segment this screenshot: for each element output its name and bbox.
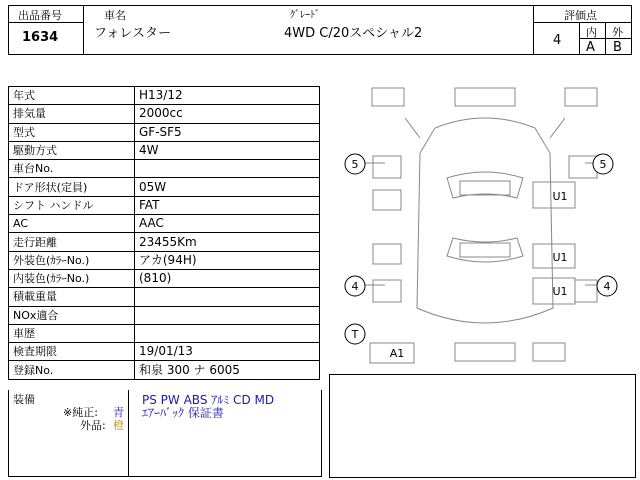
spec-row [9,269,320,287]
spec-key: ドア形状(定員) [9,178,135,196]
grade-value: 4WD C/20スペシャル2 [284,26,423,41]
spec-row [9,160,320,178]
spec-value: (810) [135,269,320,287]
spec-key: 走行距離 [9,233,135,251]
genuine-legend-color: 青 [113,406,124,419]
spec-key: 年式 [9,87,135,105]
spec-row [9,361,320,379]
spec-row [9,233,320,251]
spec-row [9,87,320,105]
spec-key: 外装色(ｶﾗｰNo.) [9,251,135,269]
panel-front-left [372,88,404,106]
car-diagram [335,78,635,368]
spec-row [9,324,320,342]
interior-grade: A [586,40,595,55]
spec-value: GF-SF5 [135,123,320,141]
spec-row [9,196,320,214]
roof [460,181,510,195]
spec-row [9,178,320,196]
roof-rear [460,243,510,257]
tire-rear-right: 4 [603,280,611,293]
spec-value: 和泉 300 ナ 6005 [135,361,320,379]
mirror-right [550,118,565,138]
spec-key: 車台No. [9,160,135,178]
spec-value: 23455Km [135,233,320,251]
car-name: フォレスター [94,26,171,41]
grade-label: ｸﾞﾚｰﾄﾞ [290,10,320,21]
lot-label: 出品番号 [18,9,62,22]
windshield [447,172,523,198]
spec-row [9,288,320,306]
tire-front-right: 5 [599,158,607,171]
spec-key: 検査期限 [9,343,135,361]
equipment-label: 装備 [13,393,35,406]
spec-row [9,215,320,233]
car-name-label: 車名 [104,9,126,22]
spec-value: FAT [135,196,320,214]
tire-front-left: 5 [351,158,359,171]
mark-right-front-door: U1 [552,190,568,203]
spec-key: 駆動方式 [9,141,135,159]
aftermarket-legend-color: 橙 [113,419,124,432]
spec-value [135,306,320,324]
mark-right-quarter: U1 [552,285,568,298]
score-value: 4 [553,33,562,48]
exterior-grade: B [613,40,622,55]
aftermarket-legend-label: 外品: [80,419,106,432]
spec-key: 排気量 [9,105,135,123]
spec-value: 2000cc [135,105,320,123]
rear-window [447,238,523,262]
mark-right-rear-door: U1 [552,251,568,264]
exterior-label: 外 [612,26,623,39]
genuine-legend-label: ※純正: [63,406,98,419]
equipment-line-2: ｴｱｰﾊﾞｯｸ 保証書 [142,406,224,420]
spec-key: 積載重量 [9,288,135,306]
equipment-divider [128,390,129,476]
spec-value: AAC [135,215,320,233]
spec-key: 内装色(ｶﾗｰNo.) [9,269,135,287]
spec-value: 19/01/13 [135,343,320,361]
panel-rear-right [533,343,565,361]
spec-key: シフト ハンドル [9,196,135,214]
header-divider-1 [83,5,84,55]
spec-value [135,288,320,306]
interior-label: 内 [586,26,597,39]
spec-row [9,343,320,361]
spec-key: 登録No. [9,361,135,379]
mark-rear-bumper: A1 [389,347,405,360]
spec-key: AC [9,215,135,233]
equipment-line-1: PS PW ABS ｱﾙﾐ CD MD [142,393,275,407]
equipment-section [8,390,322,477]
panel-rear-center [455,343,515,361]
panel-left-front [373,156,401,178]
panel-left-mid [373,190,401,210]
spec-value [135,324,320,342]
mirror-left [405,118,420,138]
panel-left-rear [373,244,401,264]
lot-number: 1634 [22,30,59,45]
tire-rear-left: 4 [351,280,359,293]
spec-row [9,105,320,123]
spec-table [8,86,320,380]
spec-key: 車歴 [9,324,135,342]
header-divider-2 [533,5,534,55]
panel-right-front [569,156,597,178]
spec-value: H13/12 [135,87,320,105]
score-label: 評価点 [564,9,597,22]
spec-row [9,123,320,141]
notes-box [329,374,636,478]
spec-row [9,306,320,324]
spec-value [135,160,320,178]
spec-key: 型式 [9,123,135,141]
spec-value: 4W [135,141,320,159]
spec-value: アカ(94H) [135,251,320,269]
spec-value: 05W [135,178,320,196]
panel-front-center [455,88,515,106]
spec-row [9,141,320,159]
panel-front-right [565,88,597,106]
spare-tire: T [351,328,359,341]
panel-left-quarter [373,280,401,302]
spec-row [9,251,320,269]
spec-key: NOx適合 [9,306,135,324]
